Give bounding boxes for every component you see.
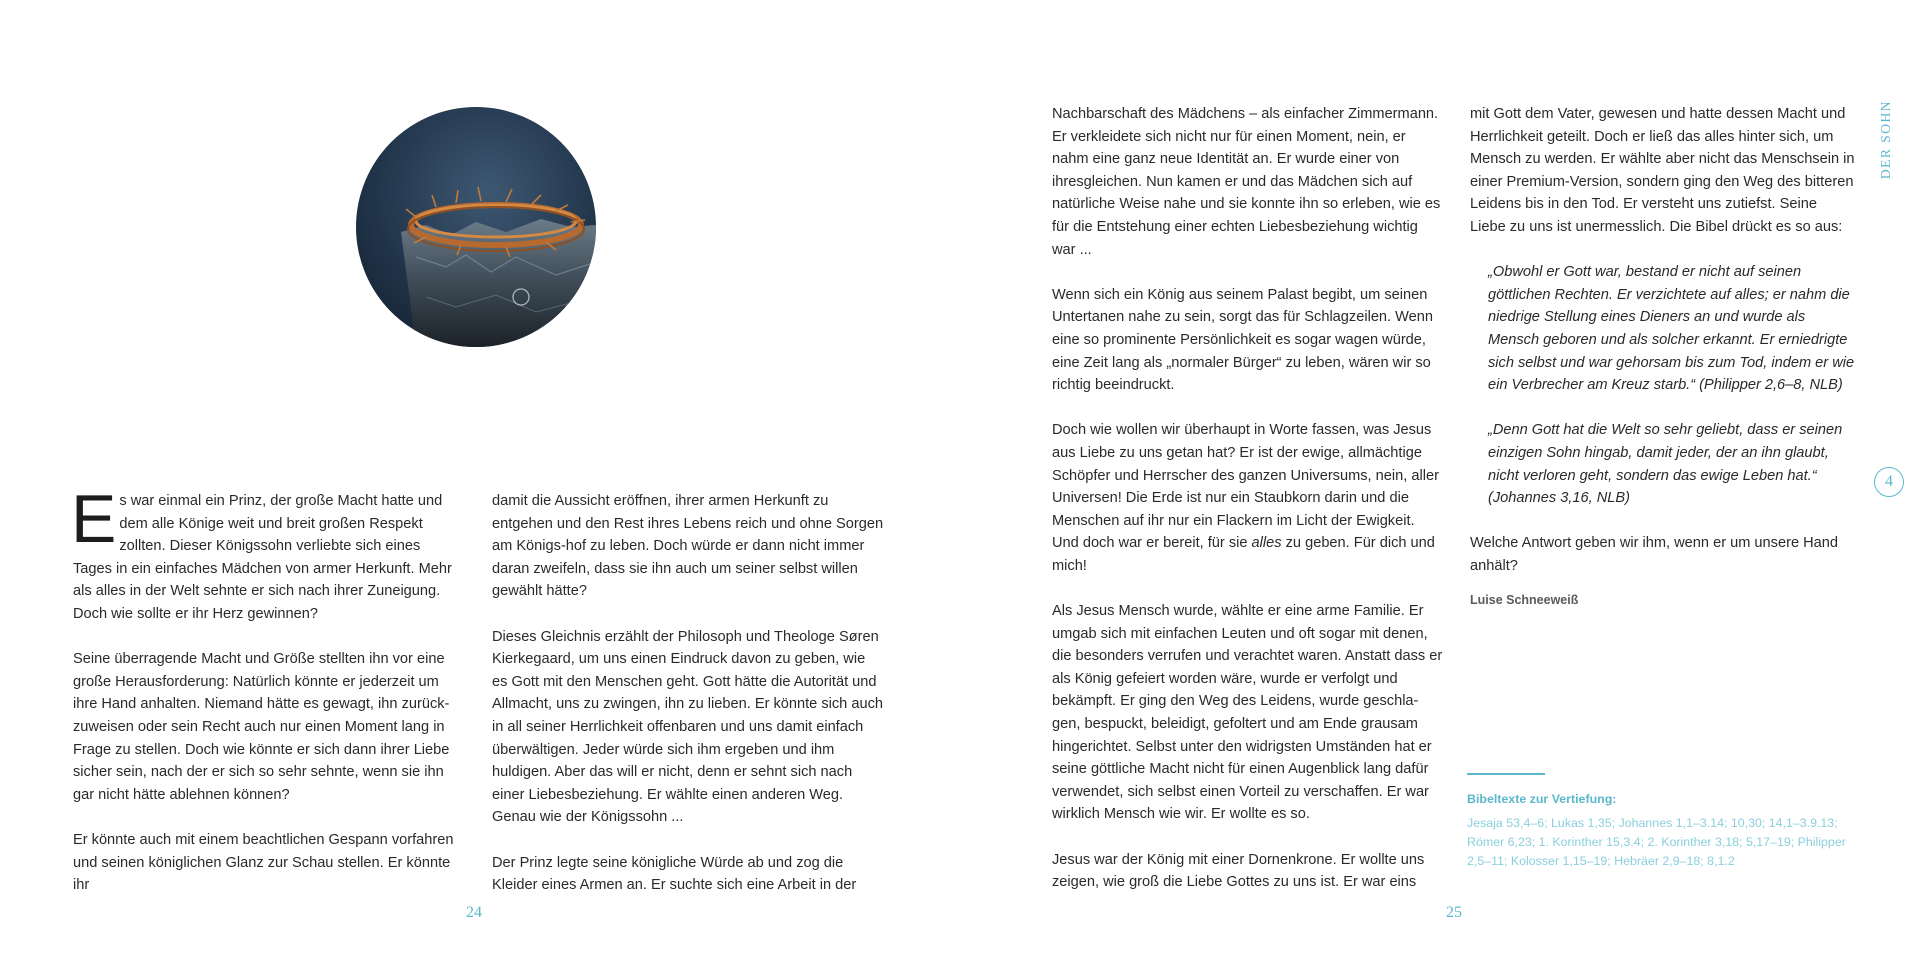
left-column-2 [492, 490, 884, 919]
chapter-side-title: DER SOHN [1878, 100, 1893, 180]
left-column-1 [71, 481, 463, 919]
intro-paragraph [71, 481, 463, 626]
paragraph: Als Jesus Mensch wurde, wählte er eine arme Familie. Er umgab sich mit einfachen Leuten und oft sogar mit denen, die besonders verrufen und verachtet waren. Anstatt dass er als König gefeiert worden wäre, wurde er verfolgt und bekämpft. Er ging den Weg des Leidens, wurde geschla-gen, bespuckt, beleidigt, gefoltert und am Ende grausam hingerichtet. Selbst unter den widrigsten Umständen hat er seine göttliche Macht nicht für einen Augenblick lang dafür verwendet, sich selbst einen Vorteil zu verschaffen. Er war wirklich Mensch wie wir. Er wollte es so. [1052, 603, 1443, 823]
crown-of-thorns-photo [356, 107, 596, 347]
references-text: Jesaja 53,4–6; Lukas 1,35; Johannes 1,1–3.14; 10,30; 14,1–3.9.13; Römer 6,23; 1. Korinther 15,3.4; 2. Korinther 3,18; 5,17–19; Philipper 2,5–11; Kolosser 1,15–19; Hebräer 2,9–18; 8,1.2 [1467, 816, 1846, 868]
paragraph: damit die Aussicht eröffnen, ihrer armen Herkunft zu entgehen und den Rest ihres Lebens reich und ohne Sorgen am Königs-hof zu leben. Doch würde er dann nicht immer daran zweifeln, dass sie ihn auch um seiner selbst willen gewählt hätte? [492, 493, 884, 600]
paragraph: Er könnte auch mit einem beachtlichen Gespann vorfahren und seinen königlichen Glanz zur Schau stellen. Er könnte ihr [73, 831, 454, 894]
paragraph: Doch wie wollen wir überhaupt in Worte fassen, was Jesus aus Liebe zu uns getan hat? Er ist der ewige, allmächtige Schöpfer und Herrscher des ganzen Universums, nein, aller Universen! Die Erde ist nur ein Staubkorn darin und die Menschen auf ihr nur ein Flackern im Licht der Ewigkeit. Und doch war er bereit, für sie alles zu geben. Für dich und mich! [1052, 422, 1439, 574]
right-column-2 [1470, 103, 1855, 612]
references-title: Bibeltexte zur Vertiefung: [1467, 792, 1617, 806]
paragraph: Nachbarschaft des Mädchens – als einfacher Zimmermann. Er verkleidete sich nicht nur für einen Moment, nein, er nahm eine ganz neue Identität an. Er wurde einer von ihresgleichen. Nun kamen er und das Mädchen sich auf natürliche Weise nahe und sie konnte ihn so erleben, wie es für die Entstehung einer echten Liebesbeziehung wichtig war ... [1052, 106, 1441, 258]
bible-quote: „Obwohl er Gott war, bestand er nicht auf seinen göttlichen Rechten. Er verzichtete auf alles; er nahm die niedrige Stellung eines Dieners an und wurde als Mensch geboren und als solcher erkannt. Er erniedrigte sich selbst und war gehorsam bis zum Tod, indem er wie ein Verbrecher am Kreuz starb.“ (Philipper 2,6–8, NLB) [1488, 264, 1855, 394]
paragraph: Der Prinz legte seine königliche Würde ab und zog die Kleider eines Armen an. Er suchte sich eine Arbeit in der [492, 854, 857, 894]
paragraph-text: s war einmal ein Prinz, der große Macht hatte und dem alle Könige weit und breit großen Respekt zollten. Dieser Königssohn verliebte sich eines Tages in ein einfaches Mädchen von armer Herkunft. Mehr als alles in der Welt sehnte er sich nach ihrer Zuneigung. Doch wie sollte er ihr Herz gewinnen? [73, 493, 452, 622]
closing-question: Welche Antwort geben wir ihm, wenn er um unsere Hand anhält? [1470, 535, 1839, 574]
right-column-1 [1052, 103, 1444, 916]
drop-cap: E [71, 481, 117, 557]
paragraph: Dieses Gleichnis erzählt der Philosoph und Theologe Søren Kierkegaard, um uns einen Eindruck davon zu geben, wie es Gott mit den Menschen geht. Gott hätte die Autorität und Allmacht, uns zu zwingen, ihn zu lieben. Er könnte sich auch in all seiner Herrlichkeit offenbaren und uns damit einfach überwältigen. Jeder würde sich ihm ergeben und ihm huldigen. Aber das will er nicht, denn er sehnt sich nach einer Liebesbeziehung. Er wählte einen anderen Weg. Genau wie der Königssohn ... [492, 628, 884, 826]
author-name: Luise Schneeweiß [1470, 593, 1579, 608]
paragraph: Wenn sich ein König aus seinem Palast begibt, um seinen Untertanen nahe zu sein, sorgt das für Schlagzeilen. Wenn eine so prominente Persönlichkeit es sogar wagen würde, eine Zeit lang als „normaler Bürger“ zu leben, wären wir so richtig beeindruckt. [1052, 286, 1434, 394]
page-number-left: 24 [466, 904, 482, 921]
bible-quote: „Denn Gott hat die Welt so sehr geliebt, dass er seinen einzigen Sohn hingab, damit jeder, der an ihn glaubt, nicht verloren geht, sondern das ewige Leben hat.“ (Johannes 3,16, NLB) [1488, 422, 1843, 507]
chapter-number-badge: 4 [1874, 467, 1904, 497]
references-divider [1467, 773, 1545, 775]
paragraph: Jesus war der König mit einer Dornenkrone. Er wollte uns zeigen, wie groß die Liebe Gottes zu uns ist. Er war eins [1052, 851, 1425, 891]
paragraph: mit Gott dem Vater, gewesen und hatte dessen Macht und Herrlichkeit geteilt. Doch er ließ das alles hinter sich, um Mensch zu werden. Er wählte aber nicht das Menschsein in einer Premium-Version, sondern ging den Weg des bitteren Leidens bis in den Tod. Er versteht uns zutiefst. Seine Liebe zu uns ist unermesslich. Die Bibel drückt es so aus: [1470, 106, 1855, 235]
paragraph: Seine überragende Macht und Größe stellten ihn vor eine große Herausforderung: Natürlich könnte er jederzeit um ihre Hand anhalten. Niemand hätte es gewagt, ihn zurück-zuweisen oder sein Recht auch nur einen Moment lang in Frage zu stellen. Doch wie könnte er sich dann ihrer Liebe sicher sein, nach der er sich so sehr sehnte, wenn sie ihn gar nicht hätte ablehnen können? [73, 651, 450, 803]
page-number-right: 25 [1446, 904, 1462, 921]
crown-of-thorns-image [356, 107, 596, 347]
